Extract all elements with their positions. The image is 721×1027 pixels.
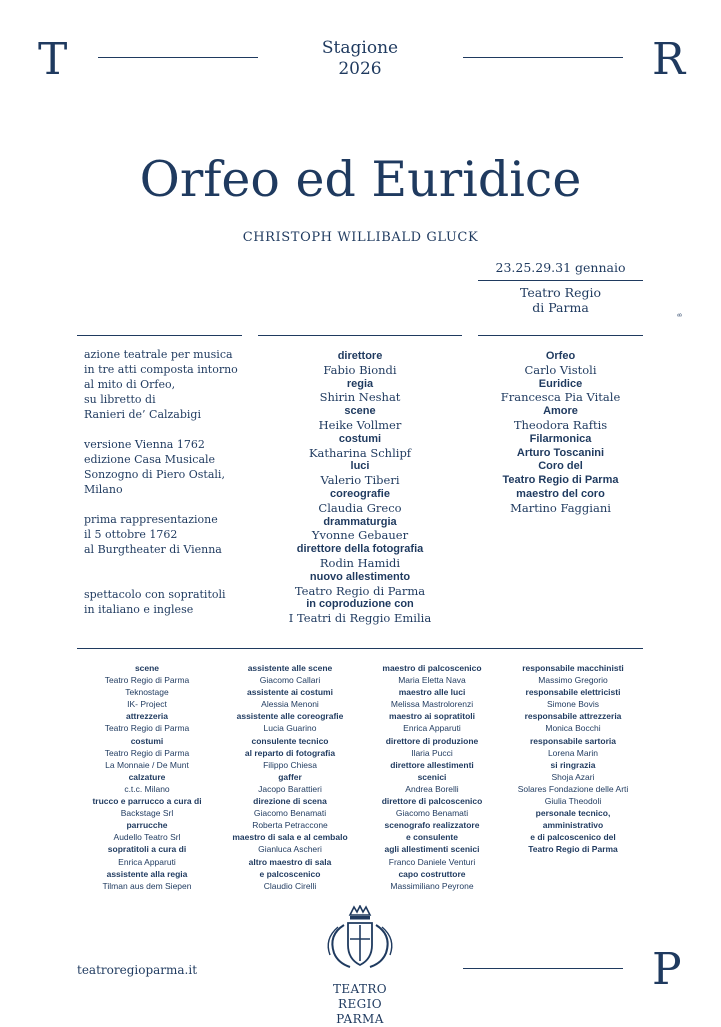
credit-role: responsabile elettricisti (525, 687, 621, 698)
credit-name: Jacopo Barattieri (258, 783, 322, 794)
cast-name: Martino Faggiani (510, 500, 611, 515)
description-paragraph: versione Vienna 1762 edizione Casa Musicale Sonzogno di Piero Ostali, Milano (84, 438, 225, 496)
theatre-logo (310, 905, 410, 1026)
column-rule-3 (478, 335, 643, 336)
credit-role: personale tecnico, (535, 808, 611, 819)
cast-role: Arturo Toscanini (516, 446, 605, 459)
credit-role: attrezzeria (125, 711, 169, 722)
credit-name: IK- Project (127, 699, 167, 710)
website-link[interactable]: teatroregioparma.it (77, 963, 198, 977)
logo-text-line-2: PARMA (336, 1012, 384, 1026)
header-letter-t: T (38, 34, 68, 85)
credit-role: assistente ai costumi (247, 687, 333, 698)
credit-role: direttore di palcoscenico (381, 796, 483, 807)
credit-role: maestro di sala e al cembalo (232, 832, 348, 843)
credit-name: Maria Eletta Nava (398, 675, 466, 686)
credit-name: Tilman aus dem Siepen (102, 880, 192, 891)
credit-name: Andrea Borelli (405, 783, 459, 794)
credit-name: Melissa Mastrolorenzi (390, 699, 474, 710)
credit-role: maestro di palcoscenico (382, 663, 482, 673)
creative-name: Fabio Biondi (323, 362, 397, 377)
credit-role: capo costruttore (398, 868, 466, 879)
credit-name: Massimo Gregorio (538, 675, 608, 686)
credit-name: Teatro Regio di Parma (104, 723, 190, 734)
credit-name: Alessia Menoni (261, 699, 319, 710)
crest-icon (310, 905, 410, 973)
credit-role: consulente tecnico (251, 735, 329, 746)
cast-role: Euridice (538, 377, 583, 390)
column-rule-1 (77, 335, 242, 336)
creative-role: direttore della fotografia (296, 543, 424, 556)
credit-role: costumi (130, 735, 164, 746)
credit-role: altro maestro di sala (248, 856, 332, 867)
page-title: Orfeo ed Euridice (139, 151, 582, 208)
dates-rule (478, 280, 643, 281)
performance-dates: 23.25.29.31 gennaio (495, 260, 626, 275)
credit-role: e palcoscenico (259, 868, 321, 879)
credit-role: assistente alle scene (247, 663, 333, 673)
creative-role: drammaturgia (323, 515, 397, 528)
creative-role: regia (346, 377, 374, 390)
creative-name: Heike Vollmer (318, 417, 402, 432)
credit-name: Filippo Chiesa (263, 759, 317, 770)
credit-role: sopratitoli a cura di (107, 844, 187, 855)
logo-text-line-1: TEATRO REGIO (332, 982, 388, 1011)
cast-name: Carlo Vistoli (524, 362, 597, 377)
creative-role: coreografie (330, 487, 390, 500)
credit-role: Teatro Regio di Parma (528, 844, 618, 855)
credit-role: direzione di scena (253, 796, 327, 807)
credit-role: amministrativo (542, 820, 604, 831)
cast-column (478, 350, 643, 516)
credit-role: si ringrazia (550, 759, 596, 770)
header-rule-left (98, 57, 258, 58)
creative-name: Yvonne Gebauer (311, 528, 409, 543)
season-label: Stagione (321, 38, 399, 58)
season-block (300, 38, 420, 80)
composer: CHRISTOPH WILLIBALD GLUCK (242, 230, 479, 245)
description-paragraph: prima rappresentazione il 5 ottobre 1762 al Burgtheater di Vienna (84, 513, 222, 556)
credit-name: Audello Teatro Srl (113, 832, 181, 843)
credit-name: Claudio Cirelli (263, 880, 317, 891)
credit-role: maestro ai sopratitoli (389, 711, 475, 722)
credits-column-4 (503, 662, 643, 856)
creative-name: Teatro Regio di Parma (294, 583, 426, 598)
credit-role: gaffer (278, 771, 302, 782)
credit-name: Giacomo Benamati (253, 808, 327, 819)
credits-rule (77, 648, 643, 649)
logo-text (310, 982, 410, 1027)
creative-role: luci (350, 460, 370, 473)
creative-team-column (258, 350, 462, 626)
creative-name: Shirin Neshat (319, 390, 401, 405)
cast-role: maestro del coro (516, 487, 605, 500)
footer-letter-p: P (652, 944, 682, 995)
credit-role: trucco e parrucco a cura di (92, 796, 202, 807)
creative-name: Claudia Greco (318, 500, 402, 515)
credit-role: agli allestimenti scenici (384, 844, 480, 855)
credit-name: c.t.c. Milano (124, 783, 170, 794)
credits-column-3 (362, 662, 502, 892)
credit-name: Teknostage (125, 687, 169, 698)
cast-role: Orfeo (545, 350, 576, 362)
credit-name: Franco Daniele Venturi (388, 856, 476, 867)
credit-name: Teatro Regio di Parma (104, 675, 190, 686)
credit-name: Monica Bocchi (545, 723, 601, 734)
creative-role: direttore (337, 350, 383, 362)
venue-line-1: Teatro Regio (519, 285, 602, 300)
credit-role: direttore allestimenti (390, 759, 474, 770)
credit-name: Lorena Marin (547, 747, 599, 758)
credit-name: Simone Bovis (547, 699, 599, 710)
credit-role: assistente alla regia (106, 868, 188, 879)
credit-role: assistente alle coreografie (236, 711, 344, 722)
credit-name: Giacomo Benamati (395, 808, 469, 819)
cast-role: Teatro Regio di Parma (502, 474, 619, 487)
footer-rule-right (463, 968, 623, 969)
credit-role: scene (134, 663, 160, 673)
credit-name: Gianluca Ascheri (258, 844, 322, 855)
credit-role: scenici (417, 771, 447, 782)
credit-name: Lucia Guarino (263, 723, 317, 734)
credit-role: responsabile macchinisti (522, 663, 624, 673)
credit-role: al reparto di fotografia (244, 747, 336, 758)
creative-role: costumi (338, 432, 382, 445)
cast-role: Filarmonica (529, 432, 592, 445)
credit-name: Giulia Theodoli (544, 796, 602, 807)
description-column (84, 347, 254, 632)
cast-name: Francesca Pia Vitale (500, 390, 621, 405)
credit-name: Enrica Apparuti (403, 723, 461, 734)
header-rule-right (463, 57, 623, 58)
credit-role: scenografo realizzatore (384, 820, 480, 831)
credits-column-2 (220, 662, 360, 892)
credit-role: direttore di produzione (385, 735, 479, 746)
cast-role: Amore (543, 405, 578, 418)
credit-name: Shoja Azari (551, 771, 595, 782)
credit-role: maestro alle luci (398, 687, 466, 698)
header-letter-r: R (652, 34, 686, 85)
creative-name: Rodin Hamidi (319, 555, 401, 570)
side-mark: B (677, 313, 684, 317)
creative-name: Katharina Schlipf (308, 445, 412, 460)
credit-name: Ilaria Pucci (411, 747, 453, 758)
credit-role: responsabile sartoria (530, 735, 616, 746)
credit-name: Enrica Apparuti (118, 856, 176, 867)
credit-name: Massimiliano Peyrone (390, 880, 474, 891)
credit-name: Roberta Petraccone (252, 820, 328, 831)
column-rule-2 (258, 335, 462, 336)
creative-role: nuovo allestimento (309, 570, 411, 583)
credit-role: responsabile attrezzeria (524, 711, 622, 722)
venue-line-2: di Parma (532, 300, 589, 315)
venue (478, 285, 643, 315)
cast-name: Theodora Raftis (513, 417, 608, 432)
credits-column-1 (77, 662, 217, 892)
credit-name: Giacomo Callari (259, 675, 321, 686)
credit-name: Teatro Regio di Parma (104, 747, 190, 758)
creative-name: I Teatri di Reggio Emilia (288, 611, 432, 626)
credit-name: La Monnaie / De Munt (105, 759, 189, 770)
credit-role: calzature (128, 771, 166, 782)
credit-name: Solares Fondazione delle Arti (517, 783, 629, 794)
creative-role: scene (344, 405, 376, 418)
credit-role: e di palcoscenico del (530, 832, 616, 843)
season-year: 2026 (338, 59, 382, 79)
credit-name: Backstage Srl (120, 808, 174, 819)
creative-name: Valerio Tiberi (320, 473, 400, 488)
credit-role: parrucche (126, 820, 168, 831)
credit-role: e consulente (406, 832, 458, 843)
description-paragraph: azione teatrale per musica in tre atti composta intorno al mito di Orfeo, su libretto di Ranieri de’ Calzabigi (84, 348, 238, 421)
creative-role: in coproduzione con (306, 598, 414, 611)
cast-role: Coro del (538, 460, 583, 473)
description-paragraph: spettacolo con sopratitoli in italiano e inglese (84, 588, 226, 616)
